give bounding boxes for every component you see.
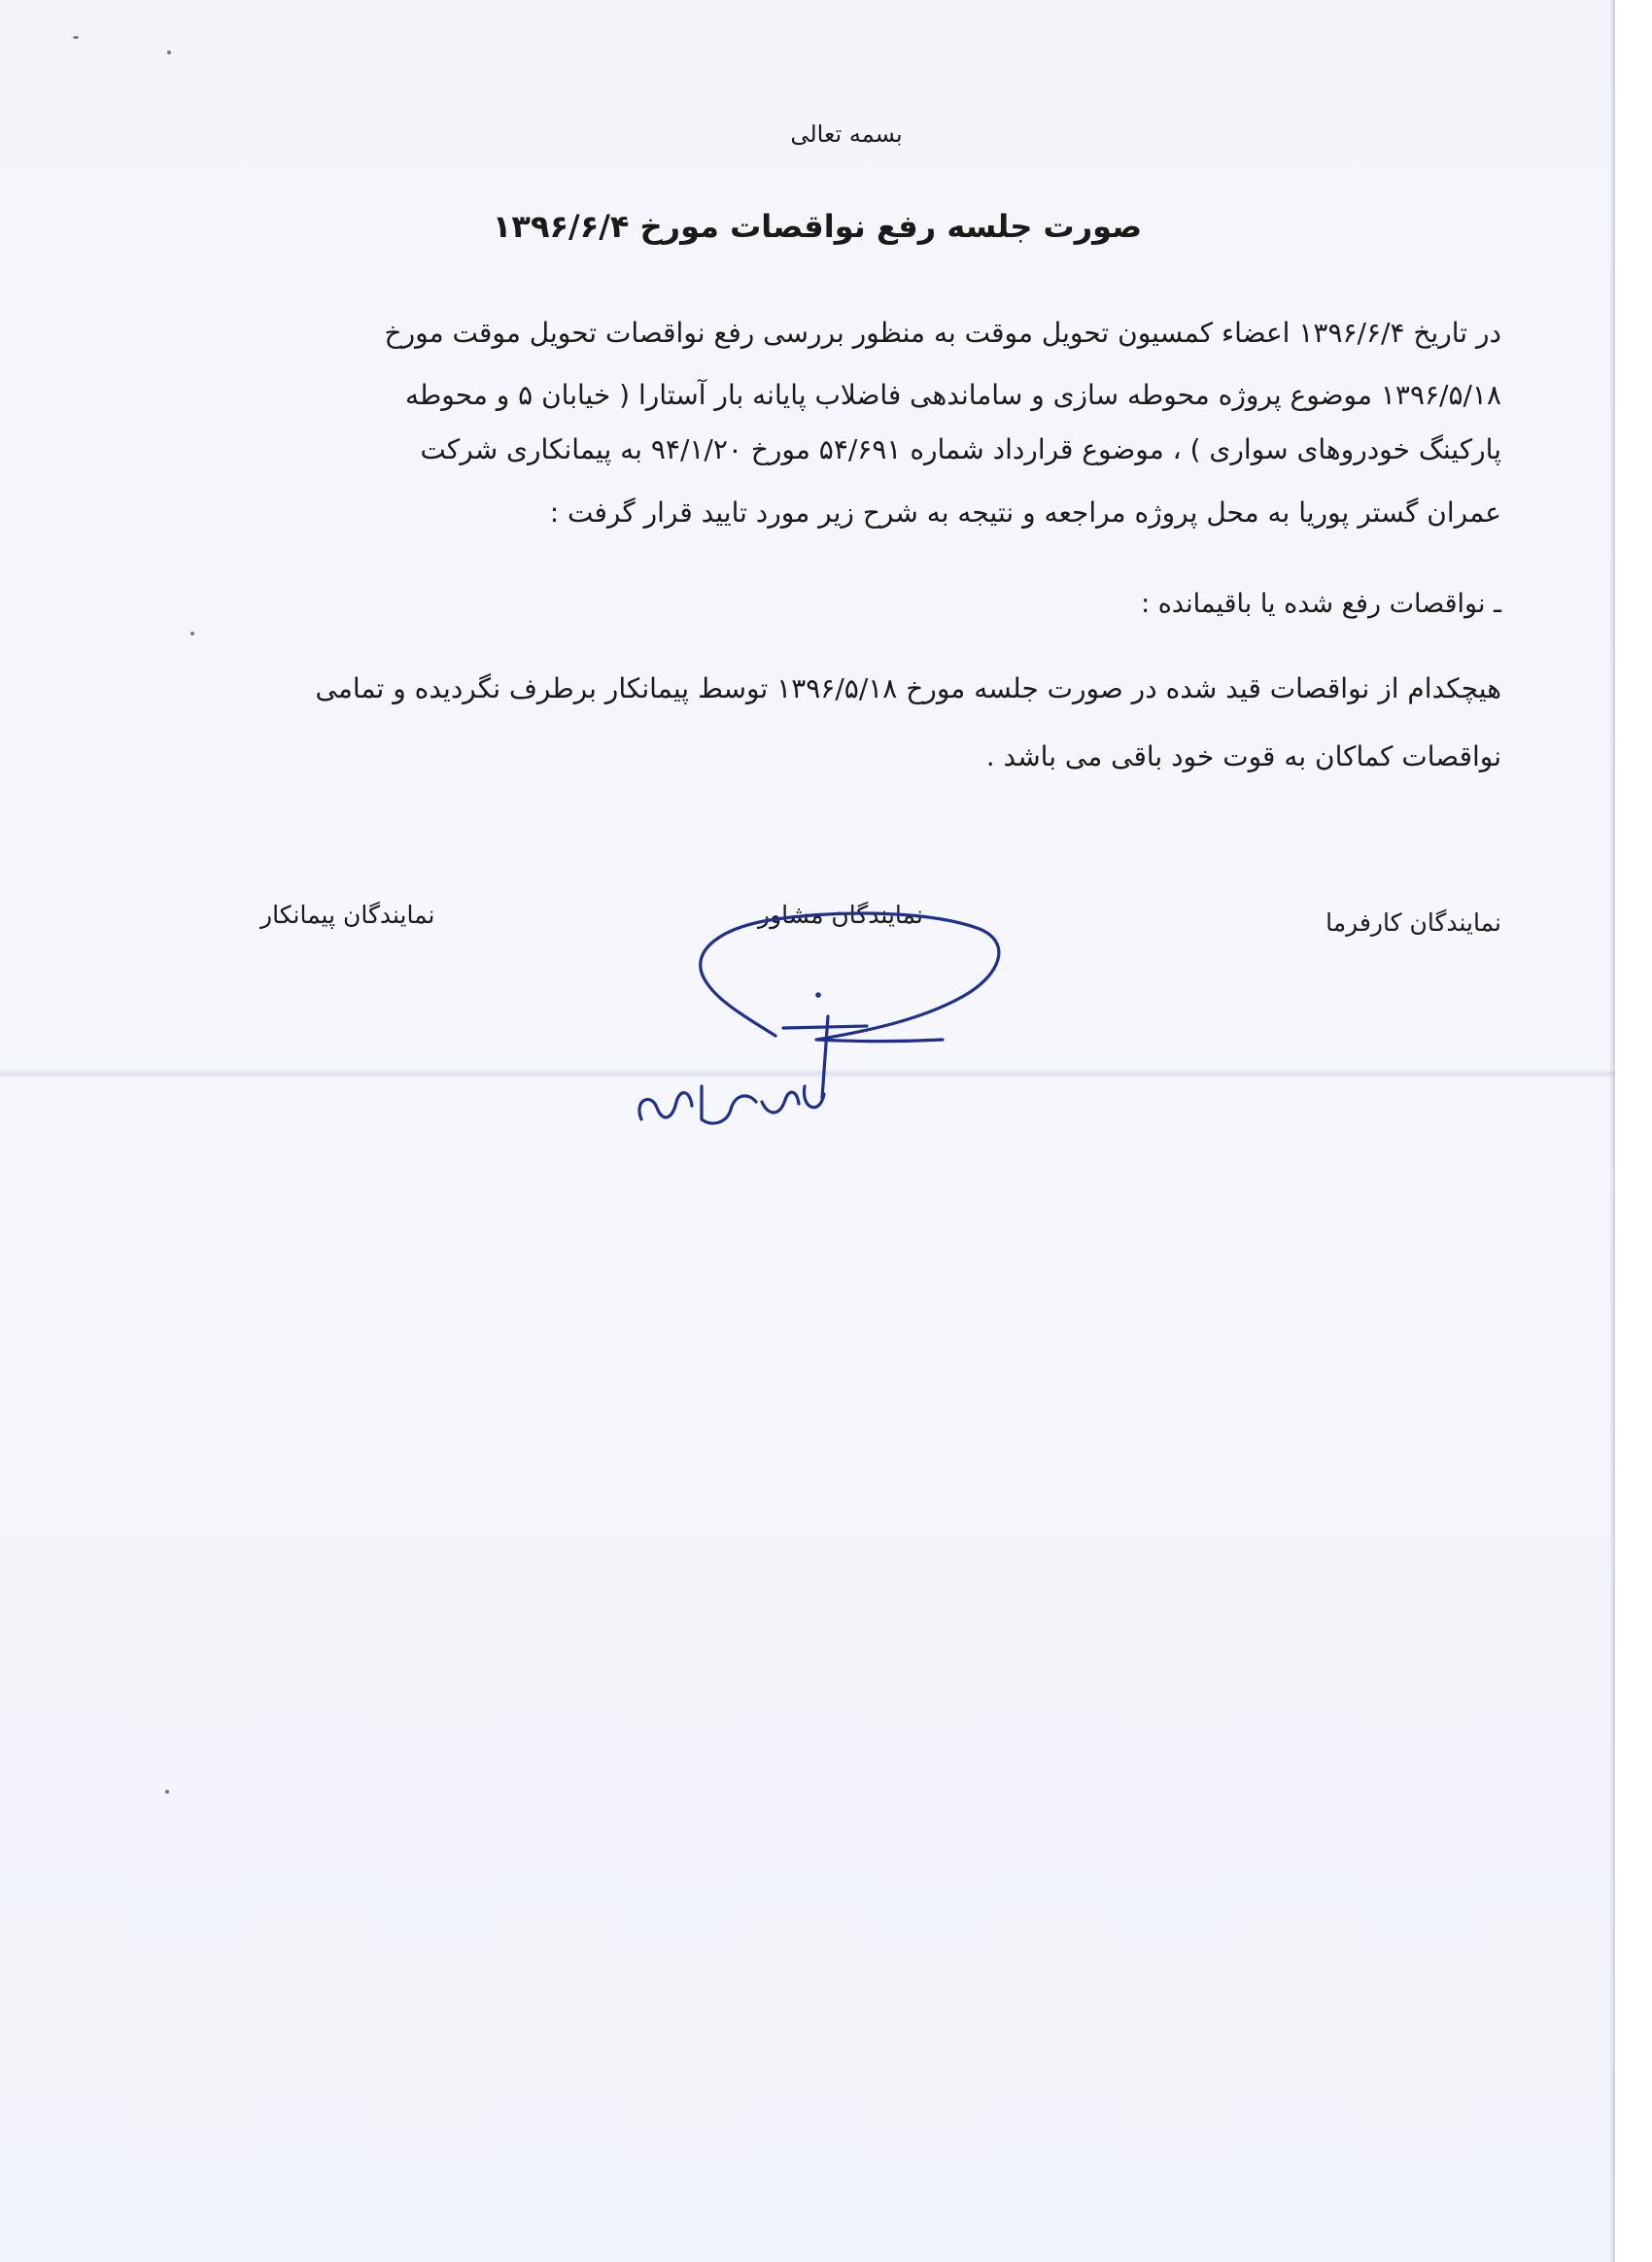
basmala: بسمه تعالی [790, 120, 903, 148]
handwritten-signature [612, 894, 1030, 1147]
signature-cross [783, 1026, 867, 1028]
scan-speck [167, 51, 171, 54]
consultant-representatives: نمایندگان مشاور [758, 901, 923, 929]
signature-dot [815, 992, 821, 998]
scan-speck [165, 1790, 169, 1794]
scan-edge [1615, 0, 1652, 2262]
item-heading: ـ نواقصات رفع شده یا باقیمانده : [1141, 589, 1501, 619]
signature-name-stroke [702, 1086, 756, 1123]
body-line: ۱۳۹۶/۵/۱۸ موضوع پروژه محوطه سازی و ساماندهی فاضلاب پایانه بار آستارا ( خیابان ۵ و محوطه [405, 379, 1501, 411]
signature-name-stroke [762, 1092, 799, 1113]
body-line: در تاریخ ۱۳۹۶/۶/۴ اعضاء کمسیون تحویل موقت به منظور بررسی رفع نواقصات تحویل موقت مورخ [384, 317, 1501, 349]
item-line: نواقصات کماکان به قوت خود باقی می باشد . [985, 740, 1501, 772]
document-title [0, 208, 1615, 245]
scan-speck [73, 36, 79, 39]
contractor-representatives: نمایندگان پیمانکار [260, 901, 435, 929]
signature-loop [701, 913, 999, 1041]
document-header [0, 120, 1615, 148]
body-line: عمران گستر پوریا به محل پروژه مراجعه و نتیجه به شرح زیر مورد تایید قرار گرفت : [549, 497, 1501, 529]
body-line: پارکینگ خودروهای سواری ) ، موضوع قرارداد شماره ۵۴/۶۹۱ مورخ ۹۴/۱/۲۰ به پیمانکاری شرکت [420, 433, 1501, 465]
signature-name-stroke [639, 1093, 692, 1119]
employer-representatives: نمایندگان کارفرما [1325, 908, 1501, 937]
title-text: صورت جلسه رفع نواقصات مورخ ۱۳۹۶/۶/۴ [492, 208, 1143, 245]
item-line: هیچکدام از نواقصات قید شده در صورت جلسه مورخ ۱۳۹۶/۵/۱۸ توسط پیمانکار برطرف نگردیده و تمامی [315, 672, 1501, 704]
scan-speck [190, 632, 194, 635]
